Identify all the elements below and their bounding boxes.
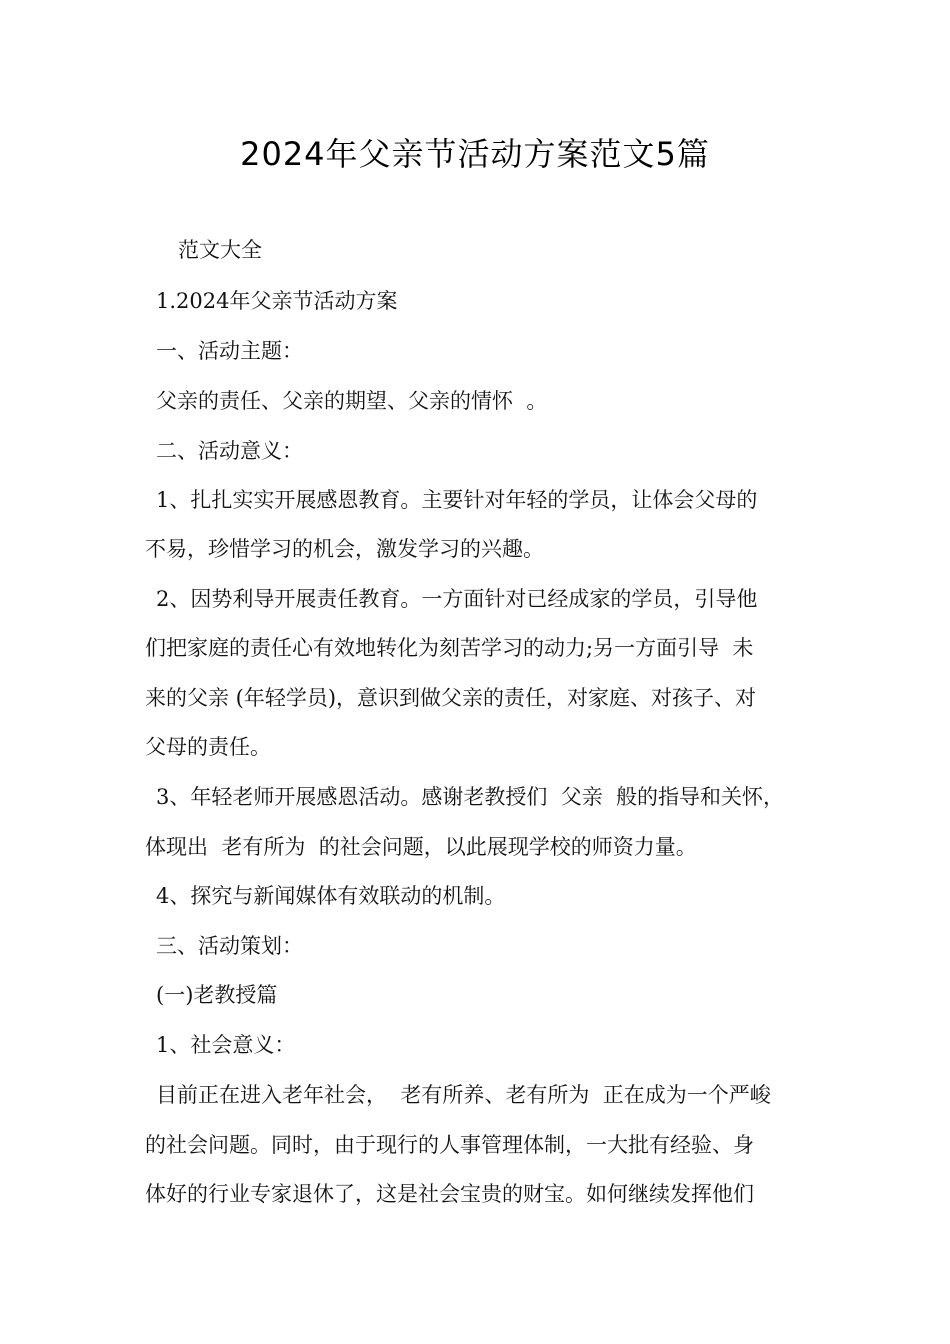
paragraph-line: 体好的行业专家退休了，这是社会宝贵的财宝。如何继续发挥他们 [145,1182,754,1206]
paragraph-line: 体现出 老有所为 的社会问题，以此展现学校的师资力量。 [145,835,697,859]
paragraph-line: 3、年轻老师开展感恩活动。感谢老教授们 父亲 般的指导和关怀， [156,785,785,809]
subheading: 1、社会意义： [156,1033,296,1057]
subheading: 二、活动意义： [156,439,303,463]
source-label: 范文大全 [178,238,262,262]
paragraph-line: 父母的责任。 [145,735,271,759]
paragraph-line: 不易，珍惜学习的机会，激发学习的兴趣。 [145,537,544,561]
paragraph-line: 4、探究与新闻媒体有效联动的机制。 [156,884,506,908]
document-title: 2024年父亲节活动方案范文5篇 [240,135,710,173]
subheading: 三、活动策划： [156,934,303,958]
paragraph-line: 2、因势利导开展责任教育。一方面针对已经成家的学员，引导他 [156,587,758,611]
section-heading: 1.2024年父亲节活动方案 [156,289,398,313]
paragraph-line: 父亲的责任、父亲的期望、父亲的情怀 。 [156,389,548,413]
paragraph-line: 们把家庭的责任心有效地转化为刻苦学习的动力;另一方面引导 未 [145,636,754,660]
subheading: 一、活动主题： [156,339,303,363]
paragraph-line: 目前正在进入老年社会， 老有所养、老有所为 正在成为一个严峻 [156,1083,771,1107]
paragraph-line: 的社会问题。同时，由于现行的人事管理体制，一大批有经验、身 [145,1133,754,1157]
paragraph-line: 来的父亲 (年轻学员)，意识到做父亲的责任，对家庭、对孩子、对 [145,686,757,710]
subheading: (一)老教授篇 [156,983,278,1007]
paragraph-line: 1、扎扎实实开展感恩教育。主要针对年轻的学员，让体会父母的 [156,488,758,512]
